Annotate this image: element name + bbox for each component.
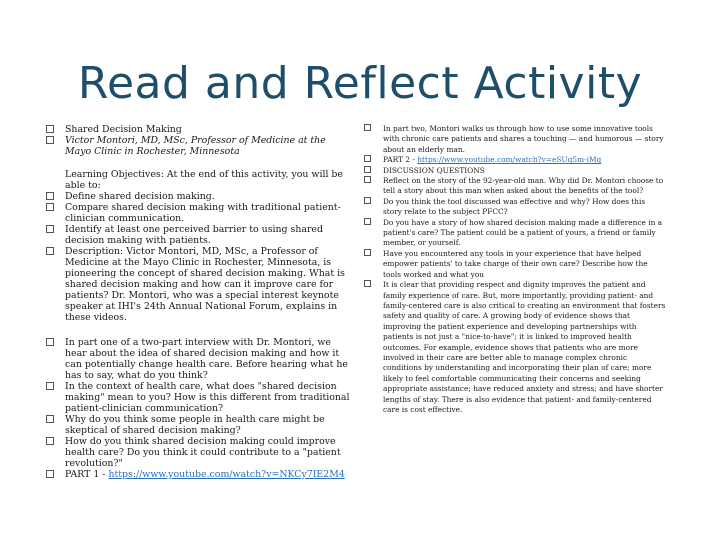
square-bullet-icon (364, 176, 371, 183)
list-item (46, 135, 350, 157)
list-item (364, 176, 666, 197)
item-text: Have you encountered any tools in your experience that have helped empower patients' to take charge of their own care? Describe how the tools worked and what you (383, 248, 648, 279)
item-text: PART 2 - (383, 155, 418, 165)
item-text: Victor Montori, MD, MSc, Professor of Medicine at the Mayo Clinic in Rochester, Minnesota (65, 135, 326, 157)
item-text: Shared Decision Making (65, 124, 182, 135)
square-bullet-icon (364, 249, 371, 256)
square-bullet-icon (364, 124, 371, 131)
square-bullet-icon (46, 203, 54, 211)
square-bullet-icon (364, 218, 371, 225)
list-item (46, 436, 350, 469)
item-text: Learning Objectives: At the end of this activity, you will be able to: (65, 169, 343, 191)
part2-video-link[interactable]: https://www.youtube.com/watch?v=eSUq5m-iMq (417, 155, 602, 165)
list-item (46, 414, 350, 436)
square-bullet-icon (46, 382, 54, 390)
list-item (364, 124, 666, 155)
list-item (364, 218, 666, 249)
square-bullet-icon (46, 470, 54, 478)
item-text: Define shared decision making. (65, 191, 215, 202)
discussion-heading: DISCUSSION QUESTIONS (383, 165, 485, 175)
item-text: Reflect on the story of the 92-year-old man. Why did Dr. Montori choose to tell a story about this man when asked about the benefits of the tool? (383, 176, 664, 196)
page-title: Read and Reflect Activity (77, 58, 643, 109)
list-item (46, 381, 350, 414)
item-text: In the context of health care, what does "shared decision making" mean to you? How is this different from traditional patient-clinician communication? (65, 381, 350, 414)
square-bullet-icon (46, 247, 54, 255)
square-bullet-icon (364, 166, 371, 173)
list-item (46, 202, 350, 224)
item-text: In part two, Montori walks us through how to use some innovative tools with chronic care patients and shares a touching — and humorous — story about an elderly man. (383, 124, 664, 154)
square-bullet-icon (364, 155, 371, 162)
list-item (46, 169, 350, 191)
list-item (364, 166, 666, 176)
list-item (46, 337, 350, 381)
left-column (46, 124, 350, 480)
item-text: Identify at least one perceived barrier to using shared decision making with patients. (65, 224, 323, 246)
part1-video-link[interactable]: https://www.youtube.com/watch?v=NKCy7IE2M4 (108, 469, 345, 480)
square-bullet-icon (46, 225, 54, 233)
list-item (46, 224, 350, 246)
item-text: How do you think shared decision making could improve health care? Do you think it could contribute to a "patient revolution?" (65, 436, 341, 469)
list-item (364, 249, 666, 280)
list-item (364, 155, 666, 165)
item-text: Compare shared decision making with traditional patient-clinician communication. (65, 202, 341, 224)
list-item (364, 197, 666, 218)
item-text: In part one of a two-part interview with Dr. Montori, we hear about the idea of shared decision making and how it can potentially change health care. Before hearing what he has to say, what do you think? (65, 337, 348, 381)
right-column (364, 124, 666, 415)
list-item (46, 124, 350, 135)
item-text: Do you have a story of how shared decision making made a difference in a patient's care? The patient could be a patient of yours, a friend or family member, or yourself. (383, 217, 663, 248)
square-bullet-icon (46, 338, 54, 346)
item-text: PART 1 - (65, 469, 109, 480)
item-text: Why do you think some people in health care might be skeptical of shared decision making? (65, 414, 325, 436)
list-item (46, 191, 350, 202)
square-bullet-icon (46, 437, 54, 445)
item-text: It is clear that providing respect and dignity improves the patient and family experience of care. But, more importantly, providing patient- and family-centered care is also critical to creating an environment that fosters safety and quality of care. A growing body of evidence shows that improving the patient experience and developing partnerships with patients is not just a "nice-to-have"; it is linked to improved health outcomes. For example, evidence shows that patients who are more involved in their care are better able to manage complex chronic conditions by understanding and incorporating their plan of care; more likely to feel comfortable communicating their concerns and seeking appropriate assistance; have reduced anxiety and stress; and have shorter lengths of stay. There is also evidence that patient- and family-centered care is cost effective. (383, 280, 666, 414)
square-bullet-icon (46, 415, 54, 423)
square-bullet-icon (364, 197, 371, 204)
square-bullet-icon (46, 136, 54, 144)
item-text: Do you think the tool discussed was effective and why? How does this story relate to the subject PFCC? (383, 196, 646, 217)
item-text: Description: Victor Montori, MD, MSc, a Professor of Medicine at the Mayo Clinic in Rochester, Minnesota, is pioneering the concept of shared decision making. What is shared decision making and how can it improve care for patients? Dr. Montori, who was a special interest keynote speaker at IHI's 24th Annual National Forum, explains in these videos. (65, 246, 345, 323)
square-bullet-icon (46, 192, 54, 200)
list-item (46, 469, 350, 480)
square-bullet-icon (46, 125, 54, 133)
list-item (46, 246, 350, 323)
list-item (364, 280, 666, 415)
square-bullet-icon (364, 280, 371, 287)
